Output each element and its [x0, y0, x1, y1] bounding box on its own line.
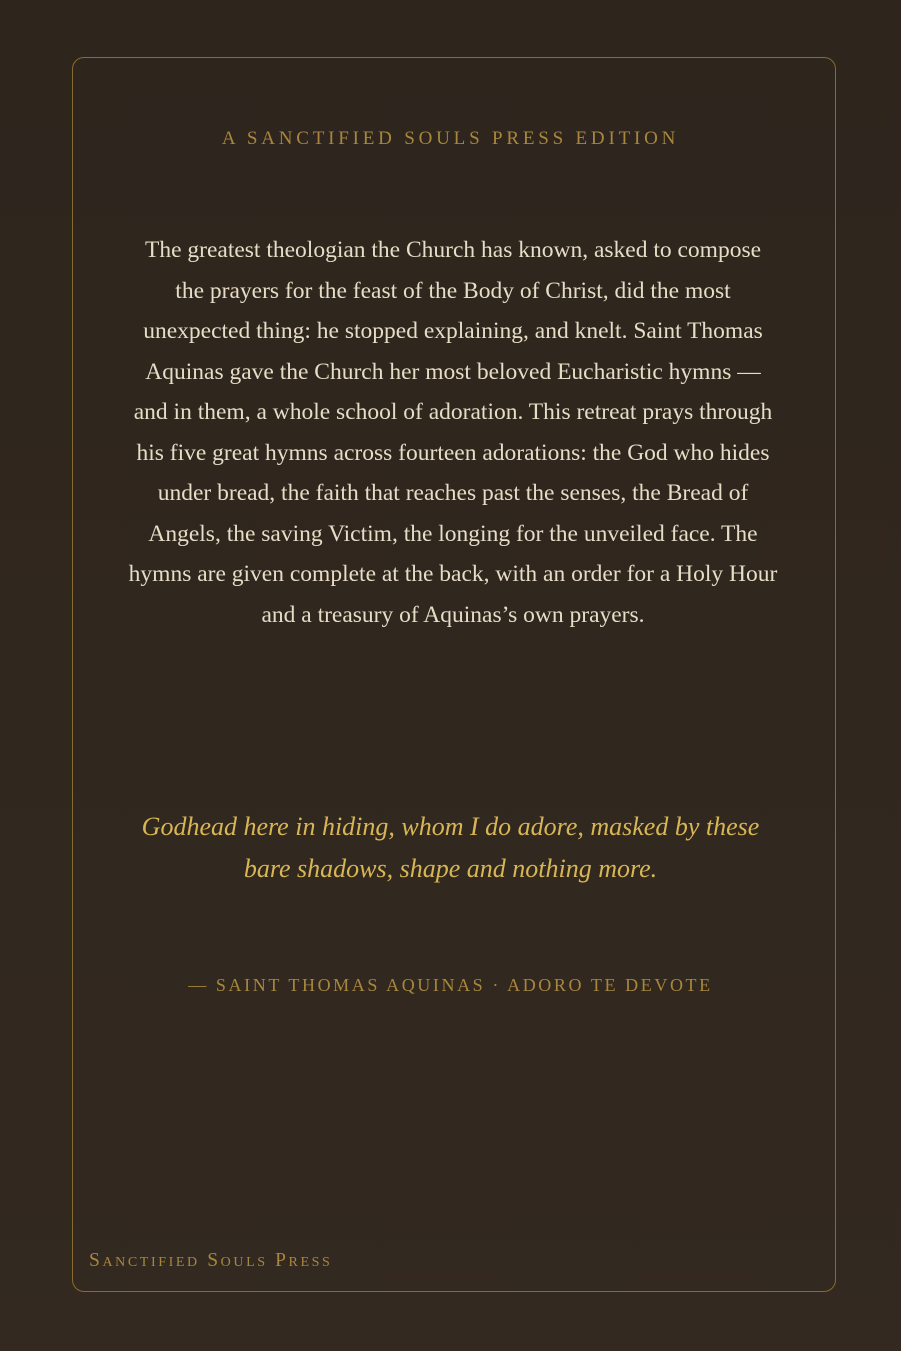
publisher-imprint: Sanctified Souls Press: [89, 1250, 333, 1271]
epigraph-quote: Godhead here in hiding, whom I do adore, masked by these bare shadows, shape and nothing more.: [141, 812, 760, 883]
quote-attribution: — SAINT THOMAS AQUINAS · ADORO TE DEVOTE: [188, 975, 713, 995]
edition-label: A SANCTIFIED SOULS PRESS EDITION: [221, 128, 680, 149]
book-description: The greatest theologian the Church has known, asked to compose the prayers for the feast of the Body of Christ, did the most unexpected thing: he stopped explaining, and knelt. Saint Thomas Aquinas gave the Church her most beloved Eucharistic hymns — and in them, a whole school of adoration. This retreat prays through his five great hymns across fourteen adorations: the God who hides under bread, the faith that reaches past the senses, the Bread of Angels, the saving Victim, the longing for the unveiled face. The hymns are given complete at the back, with an order for a Holy Hour and a treasury of Aquinas’s own prayers.: [128, 237, 778, 628]
